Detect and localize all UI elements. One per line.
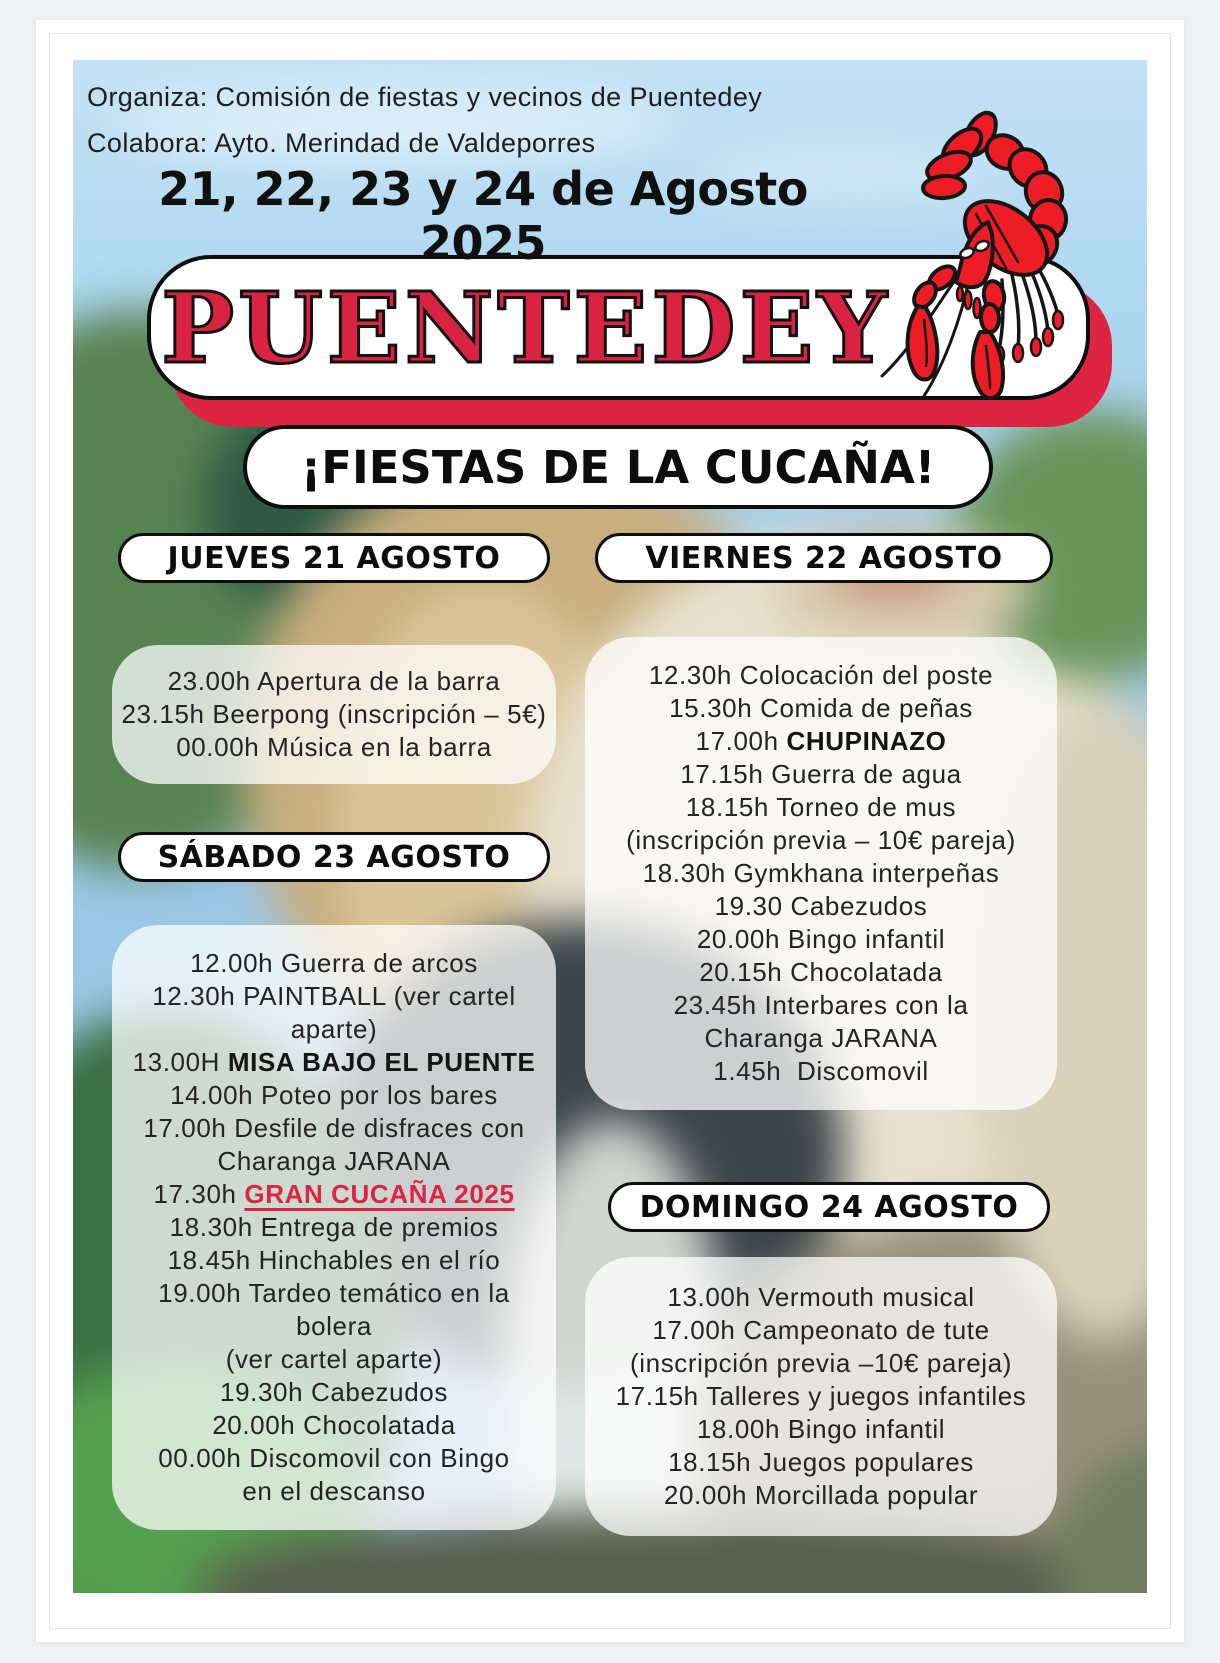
day-header-sabado: SÁBADO 23 AGOSTO bbox=[118, 832, 550, 882]
event-line: 19.30h Cabezudos bbox=[220, 1377, 448, 1407]
subtitle-text: ¡FIESTAS DE LA CUCAÑA! bbox=[300, 440, 936, 494]
event-line: 18.00h Bingo infantil bbox=[696, 1414, 946, 1444]
day-header-domingo: DOMINGO 24 AGOSTO bbox=[608, 1182, 1050, 1232]
crayfish-icon bbox=[868, 110, 1068, 410]
event-line: 23.45h Interbares con la bbox=[673, 990, 969, 1020]
collaborator-line: Colabora: Ayto. Merindad de Valdeporres bbox=[87, 128, 596, 158]
festival-poster bbox=[73, 60, 1147, 1593]
subtitle-banner bbox=[243, 425, 993, 509]
event-line: 17.00h CHUPINAZO bbox=[695, 726, 947, 756]
event-line: 17.00h Desfile de disfraces con bbox=[143, 1113, 525, 1143]
event-line: 19.30 Cabezudos bbox=[714, 891, 928, 921]
event-line: 20.00h Bingo infantil bbox=[696, 924, 946, 954]
event-line: 17.00h Campeonato de tute bbox=[652, 1315, 990, 1345]
event-line: (inscripción previa – 10€ pareja) bbox=[626, 825, 1016, 855]
day-header-jueves: JUEVES 21 AGOSTO bbox=[118, 533, 550, 583]
event-line: 1.45h Discomovil bbox=[713, 1056, 929, 1086]
event-line: 12.30h PAINTBALL (ver cartel aparte) bbox=[152, 981, 524, 1044]
event-line: 00.00h Música en la barra bbox=[176, 732, 492, 762]
event-line: 18.15h Juegos populares bbox=[668, 1447, 974, 1477]
event-line: 20.00h Morcillada popular bbox=[663, 1480, 979, 1510]
poster-frame bbox=[36, 20, 1184, 1642]
event-line: 15.30h Comida de peñas bbox=[669, 693, 973, 723]
event-line: 18.30h Entrega de premios bbox=[169, 1212, 499, 1242]
event-line: (inscripción previa –10€ pareja) bbox=[630, 1348, 1012, 1378]
event-line: 13.00H MISA BAJO EL PUENTE bbox=[132, 1047, 536, 1077]
event-line: Charanga JARANA bbox=[217, 1146, 451, 1176]
day-header-viernes: VIERNES 22 AGOSTO bbox=[595, 533, 1053, 583]
event-line: 20.15h Chocolatada bbox=[699, 957, 943, 987]
schedule-panel-sabado bbox=[112, 925, 556, 1530]
dates-line: 21, 22, 23 y 24 de Agosto 2025 bbox=[158, 162, 808, 270]
event-line: 23.00h Apertura de la barra bbox=[167, 666, 501, 696]
event-line: 12.30h Colocación del poste bbox=[648, 660, 994, 690]
event-line: 18.15h Torneo de mus bbox=[685, 792, 957, 822]
event-line: 13.00h Vermouth musical bbox=[667, 1282, 975, 1312]
event-line: (ver cartel aparte) bbox=[225, 1344, 443, 1374]
schedule-panel-jueves bbox=[112, 645, 556, 784]
event-line: 00.00h Discomovil con Bingo bbox=[158, 1443, 510, 1473]
schedule-panel-domingo bbox=[585, 1257, 1057, 1536]
poster-title: PUENTEDEY bbox=[161, 270, 891, 385]
organizer-line: Organiza: Comisión de fiestas y vecinos de Puentedey bbox=[87, 82, 763, 112]
event-line: 14.00h Poteo por los bares bbox=[170, 1080, 498, 1110]
event-line: 17.15h Talleres y juegos infantiles bbox=[615, 1381, 1027, 1411]
event-line: 19.00h Tardeo temático en la bolera bbox=[158, 1278, 518, 1341]
organizer-block bbox=[87, 74, 762, 166]
event-line: 18.45h Hinchables en el río bbox=[167, 1245, 501, 1275]
event-line: 12.00h Guerra de arcos bbox=[190, 948, 478, 978]
event-line: 17.30h GRAN CUCAÑA 2025 bbox=[153, 1179, 515, 1209]
event-line: 17.15h Guerra de agua bbox=[680, 759, 962, 789]
event-line: 23.15h Beerpong (inscripción – 5€) bbox=[121, 699, 547, 729]
schedule-panel-viernes bbox=[585, 637, 1057, 1110]
event-line: 20.00h Chocolatada bbox=[212, 1410, 456, 1440]
event-line: en el descanso bbox=[242, 1476, 426, 1506]
event-line: Charanga JARANA bbox=[704, 1023, 938, 1053]
event-line: 18.30h Gymkhana interpeñas bbox=[642, 858, 1000, 888]
